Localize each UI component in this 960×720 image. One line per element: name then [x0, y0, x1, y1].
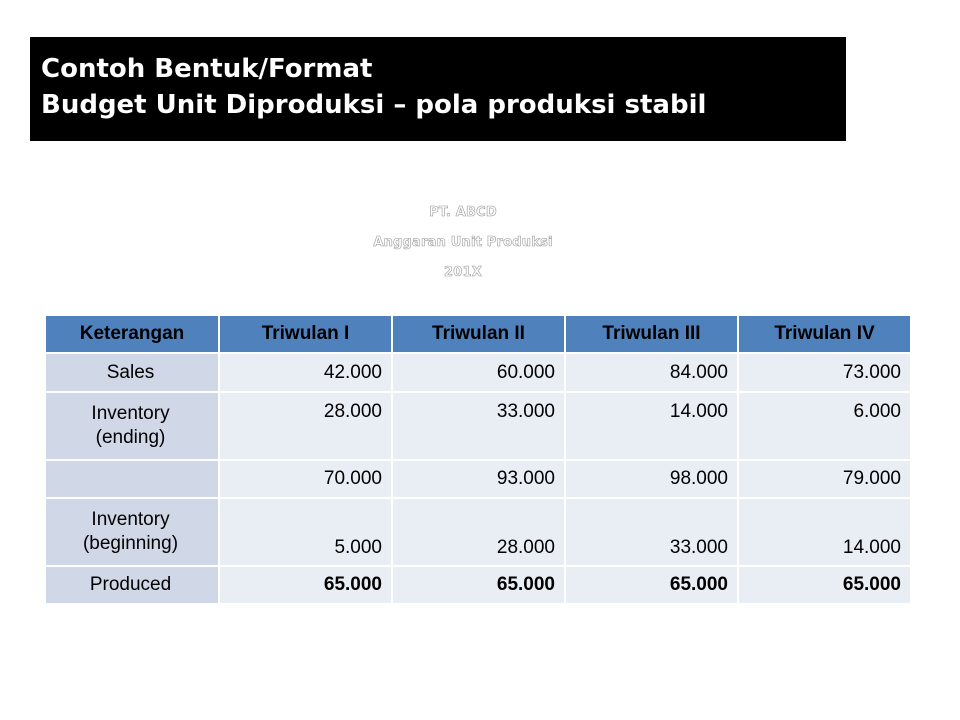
row-label-line-1: Inventory	[91, 509, 170, 530]
table-cell: 65.000	[565, 566, 738, 604]
table-cell: 28.000	[219, 392, 392, 460]
table-cell: 65.000	[738, 566, 911, 604]
slide-title-line-2: Budget Unit Diproduksi – pola produksi stabil	[41, 90, 707, 120]
slide-title-line-1: Contoh Bentuk/Format	[41, 54, 373, 84]
table-cell: 14.000	[738, 498, 911, 566]
table-cell: 70.000	[219, 460, 392, 498]
table-cell: 42.000	[219, 353, 392, 392]
table-row-produced	[45, 566, 911, 604]
table-cell: 98.000	[565, 460, 738, 498]
row-label-line-1: Inventory	[91, 403, 170, 424]
report-year: 201X	[444, 265, 482, 280]
table-header-row	[45, 315, 911, 353]
row-label-text: Sales	[106, 361, 155, 383]
table-row-subtotal	[45, 460, 911, 498]
table-row-inventory-ending	[45, 392, 911, 460]
table-cell: 73.000	[738, 353, 911, 392]
table-cell: 14.000	[565, 392, 738, 460]
table-cell: 28.000	[392, 498, 565, 566]
table-cell: 60.000	[392, 353, 565, 392]
row-label	[45, 353, 219, 392]
table-cell: 6.000	[738, 392, 911, 460]
table-cell: 65.000	[219, 566, 392, 604]
table-cell: 84.000	[565, 353, 738, 392]
row-label	[45, 392, 219, 460]
table-cell: 79.000	[738, 460, 911, 498]
table-cell: 33.000	[565, 498, 738, 566]
production-budget-table	[44, 314, 912, 605]
row-label-line-2: (ending)	[95, 427, 166, 448]
table-row-sales	[45, 353, 911, 392]
header-triwulan-2: Triwulan II	[392, 315, 565, 353]
header-triwulan-3: Triwulan III	[565, 315, 738, 353]
header-keterangan: Keterangan	[45, 315, 219, 353]
table-cell: 33.000	[392, 392, 565, 460]
table-row-inventory-beginning	[45, 498, 911, 566]
report-name: Anggaran Unit Produksi	[373, 235, 553, 250]
table-cell: 93.000	[392, 460, 565, 498]
row-label	[45, 566, 219, 604]
row-label	[45, 498, 219, 566]
row-label	[45, 460, 219, 498]
table-cell: 65.000	[392, 566, 565, 604]
row-label-line-2: (beginning)	[82, 533, 179, 554]
slide-title-box	[30, 37, 846, 141]
table-cell: 5.000	[219, 498, 392, 566]
header-triwulan-1: Triwulan I	[219, 315, 392, 353]
row-label-text: Produced	[89, 574, 172, 595]
company-name: PT. ABCD	[429, 205, 497, 220]
header-triwulan-4: Triwulan IV	[738, 315, 911, 353]
